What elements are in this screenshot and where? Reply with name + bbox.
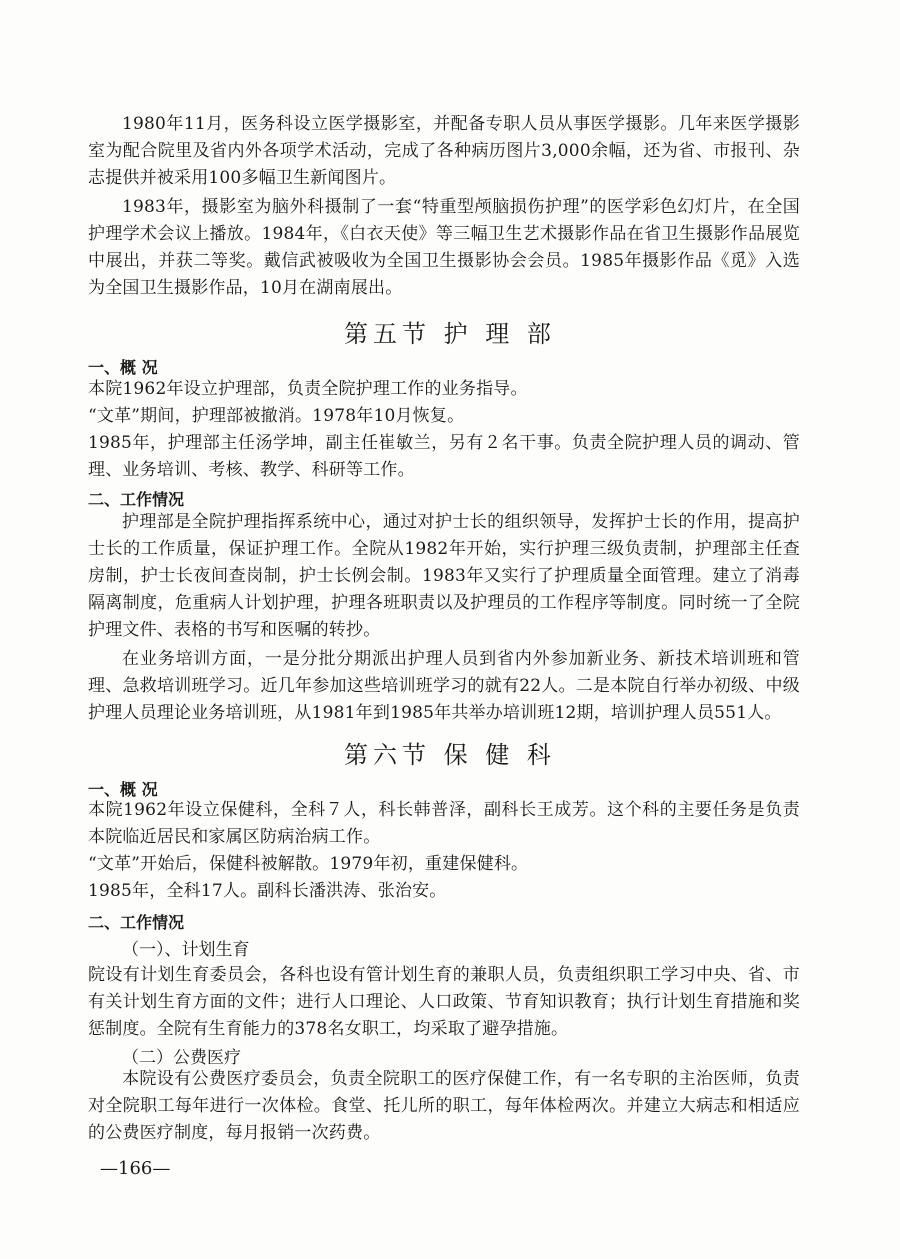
paragraph: 1985年，护理部主任汤学坤，副主任崔敏兰，另有２名干事。负责全院护理人员的调动、管理、业务培训、考核、教学、科研等工作。	[88, 433, 800, 480]
intro-block	[88, 111, 800, 302]
paragraph: 院设有计划生育委员会，各科也设有管计划生育的兼职人员，负责组织职工学习中央、省、市有关计划生育方面的文件；进行人口理论、人口政策、节育知识教育；执行计划生育措施和奖惩制度。全院有生育能力的378名女职工，均采取了避孕措施。	[88, 965, 800, 1039]
section5-work	[88, 509, 800, 727]
section-title: 第六节 保 健 科	[344, 741, 556, 769]
paragraph: “文革”期间，护理部被撤消。1978年10月恢复。	[88, 406, 465, 426]
paragraph: 1985年，全科17人。副科长潘洪涛、张治安。	[88, 881, 447, 901]
section5-overview	[88, 376, 800, 484]
heading: 二、工作情况	[88, 490, 185, 509]
paragraph: 1980年11月，医务科设立医学摄影室，并配备专职人员从事医学摄影。几年来医学摄影室为配合院里及省内外各项学术活动，完成了各种病历图片3,000余幅，还为省、市报刊、杂志提供并被采用100多幅卫生新闻图片。	[88, 114, 801, 188]
heading: 二、工作情况	[88, 913, 185, 932]
page-number: —166—	[100, 1158, 171, 1179]
section6-medical	[88, 1066, 800, 1147]
paragraph: 护理部是全院护理指挥系统中心，通过对护士长的组织领导，发挥护士长的作用，提高护士长的工作质量，保证护理工作。全院从1982年开始，实行护理三级负责制，护理部主任查房制，护士长夜间查岗制，护士长例会制。1983年又实行了护理质量全面管理。建立了消毒隔离制度，危重病人计划护理，护理各班职责以及护理员的工作程序等制度。同时统一了全院护理文件、表格的书写和医嘱的转抄。	[88, 512, 800, 640]
subheading: （二）公费医疗	[122, 1048, 241, 1068]
section6-family-planning	[88, 962, 800, 1043]
paragraph: 本院设有公费医疗委员会，负责全院职工的医疗保健工作，有一名专职的主治医师，负责对全院职工每年进行一次体检。食堂、托儿所的职工，每年体检两次。并建立大病志和相适应的公费医疗制度，每月报销一次药费。	[88, 1069, 800, 1143]
heading: 一、概 况	[88, 780, 158, 799]
paragraph: 1983年，摄影室为脑外科摄制了一套“特重型颅脑损伤护理”的医学彩色幻灯片，在全国护理学术会议上播放。1984年，《白衣天使》等三幅卫生艺术摄影作品在省卫生摄影作品展览中展出，并获二等奖。戴信武被吸收为全国卫生摄影协会会员。1985年摄影作品《觅》入选为全国卫生摄影作品，10月在湖南展出。	[88, 197, 800, 298]
subheading: （一）、计划生育	[122, 940, 250, 960]
paragraph: 在业务培训方面，一是分批分期派出护理人员到省内外参加新业务、新技术培训班和管理、急救培训班学习。近几年参加这些培训班学习的就有22人。二是本院自行举办初级、中级护理人员理论业务培训班，从1981年到1985年共举办培训班12期，培训护理人员551人。	[88, 649, 800, 723]
paragraph: 本院1962年设立护理部，负责全院护理工作的业务指导。	[88, 379, 528, 399]
section6-overview	[88, 797, 800, 905]
paragraph: “文革”开始后，保健科被解散。1979年初，重建保健科。	[88, 854, 529, 874]
heading: 一、概 况	[88, 358, 158, 377]
section-title: 第五节 护 理 部	[344, 320, 556, 348]
paragraph: 本院1962年设立保健科，全科７人，科长韩普泽，副科长王成芳。这个科的主要任务是负责本院临近居民和家属区防病治病工作。	[88, 800, 800, 847]
